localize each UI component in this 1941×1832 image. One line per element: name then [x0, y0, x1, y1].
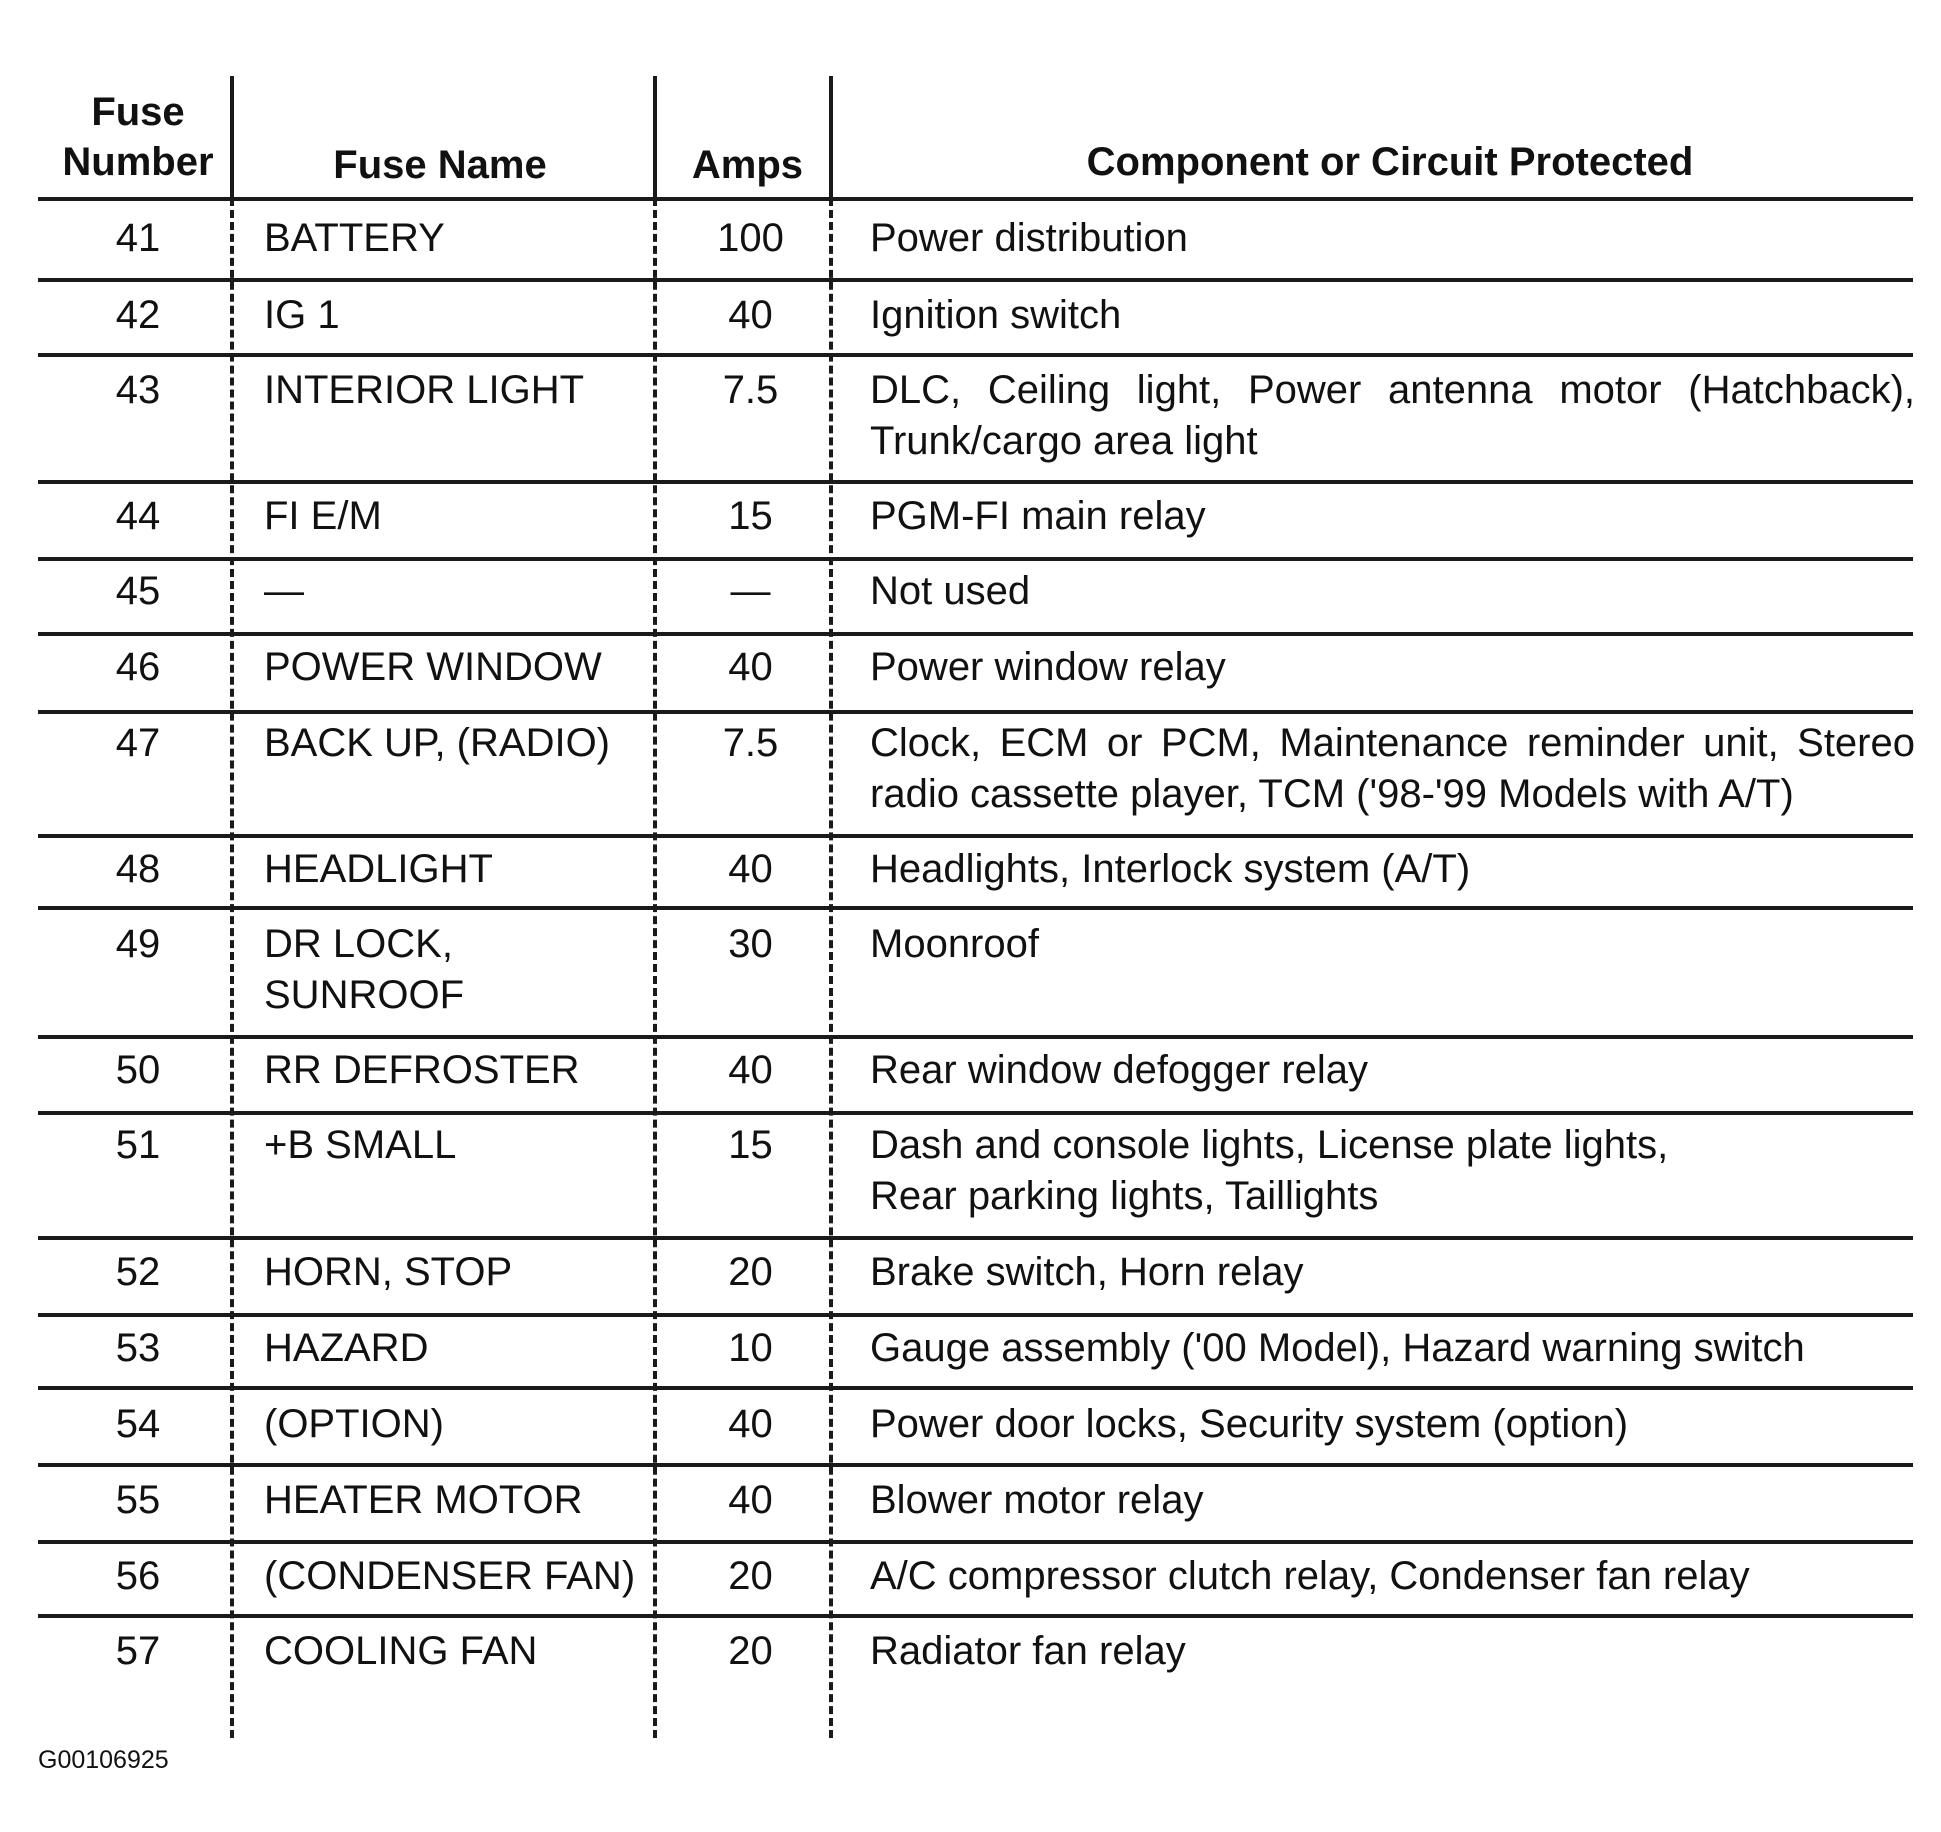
fuse-number-cell: 48: [115, 847, 161, 891]
fuse-number-cell: 44: [115, 494, 161, 538]
column-divider: [653, 76, 657, 198]
fuse-number-cell: 51: [115, 1123, 161, 1167]
component-cell: Headlights, Interlock system (A/T): [870, 847, 1471, 891]
amps-cell: —: [730, 569, 771, 613]
fuse-number-cell: 56: [115, 1554, 161, 1598]
component-cell: Brake switch, Horn relay: [870, 1250, 1304, 1294]
component-cell: DLC, Ceiling light, Power antenna motor (Hatchback), Trunk/cargo area light: [870, 368, 1915, 463]
component-cell: Dash and console lights, License plate lights, Rear parking lights, Taillights: [870, 1123, 1669, 1218]
fuse-name-cell: (OPTION): [264, 1402, 444, 1446]
component-cell: Power door locks, Security system (option): [870, 1402, 1629, 1446]
amps-cell: 40: [728, 645, 773, 689]
fuse-name-cell: HAZARD: [264, 1326, 429, 1370]
fuse-name-cell: DR LOCK, SUNROOF: [264, 922, 464, 1017]
fuse-name-cell: POWER WINDOW: [264, 645, 602, 689]
row-rule: [38, 1386, 1913, 1390]
fuse-number-cell: 55: [115, 1478, 161, 1522]
header-fuse-number: Fuse Number: [62, 90, 214, 184]
amps-cell: 100: [717, 216, 784, 260]
amps-cell: 15: [728, 1123, 773, 1167]
column-divider: [829, 76, 833, 198]
fuse-name-cell: BATTERY: [264, 216, 445, 260]
component-cell: Radiator fan relay: [870, 1629, 1186, 1673]
fuse-name-cell: BACK UP, (RADIO): [264, 721, 610, 765]
fuse-number-cell: 57: [115, 1629, 161, 1673]
amps-cell: 40: [728, 1048, 773, 1092]
component-cell: Power window relay: [870, 645, 1226, 689]
header-amps: Amps: [691, 143, 804, 187]
fuse-number-cell: 53: [115, 1326, 161, 1370]
fuse-number-cell: 54: [115, 1402, 161, 1446]
fuse-name-cell: IG 1: [264, 293, 340, 337]
amps-cell: 40: [728, 1478, 773, 1522]
row-rule: [38, 1463, 1913, 1467]
fuse-name-cell: HEATER MOTOR: [264, 1478, 583, 1522]
row-rule: [38, 278, 1913, 282]
row-rule: [38, 1236, 1913, 1240]
component-cell: Moonroof: [870, 922, 1039, 966]
amps-cell: 40: [728, 1402, 773, 1446]
fuse-name-cell: HORN, STOP: [264, 1250, 513, 1294]
document-id: G00106925: [38, 1746, 169, 1774]
fuse-number-cell: 43: [115, 368, 161, 412]
header-fuse-name: Fuse Name: [333, 143, 547, 187]
row-rule: [38, 906, 1913, 910]
fuse-number-cell: 45: [115, 569, 161, 613]
amps-cell: 20: [728, 1554, 773, 1598]
component-cell: Power distribution: [870, 216, 1188, 260]
component-cell: Gauge assembly ('00 Model), Hazard warning switch: [870, 1326, 1805, 1370]
fuse-name-cell: —: [264, 569, 304, 613]
row-rule: [38, 1614, 1913, 1618]
row-rule: [38, 480, 1913, 484]
amps-cell: 15: [728, 494, 773, 538]
amps-cell: 20: [728, 1629, 773, 1673]
header-component: Component or Circuit Protected: [1086, 140, 1694, 184]
amps-cell: 40: [728, 847, 773, 891]
component-cell: Not used: [870, 569, 1031, 613]
fuse-name-cell: INTERIOR LIGHT: [264, 368, 585, 412]
fuse-name-cell: RR DEFROSTER: [264, 1048, 580, 1092]
amps-cell: 40: [728, 293, 773, 337]
row-rule: [38, 834, 1913, 838]
row-rule: [38, 1111, 1913, 1115]
amps-cell: 7.5: [722, 721, 779, 765]
fuse-name-cell: COOLING FAN: [264, 1629, 538, 1673]
row-rule: [38, 1313, 1913, 1317]
component-cell: PGM-FI main relay: [870, 494, 1206, 538]
fuse-name-cell: +B SMALL: [264, 1123, 457, 1167]
row-rule: [38, 1035, 1913, 1039]
fuse-number-cell: 52: [115, 1250, 161, 1294]
amps-cell: 20: [728, 1250, 773, 1294]
fuse-number-cell: 46: [115, 645, 161, 689]
column-divider: [230, 76, 234, 198]
fuse-number-cell: 49: [115, 922, 161, 966]
amps-cell: 10: [728, 1326, 773, 1370]
fuse-number-cell: 42: [115, 293, 161, 337]
component-cell: Rear window defogger relay: [870, 1048, 1369, 1092]
fuse-number-cell: 50: [115, 1048, 161, 1092]
fuse-name-cell: (CONDENSER FAN): [264, 1554, 636, 1598]
row-rule: [38, 557, 1913, 561]
fuse-number-cell: 41: [115, 216, 161, 260]
component-cell: A/C compressor clutch relay, Condenser fan relay: [870, 1554, 1750, 1598]
component-cell: Ignition switch: [870, 293, 1122, 337]
header-rule: [38, 197, 1913, 201]
amps-cell: 30: [728, 922, 773, 966]
row-rule: [38, 632, 1913, 636]
row-rule: [38, 710, 1913, 714]
component-cell: Clock, ECM or PCM, Maintenance reminder unit, Stereo radio cassette player, TCM ('98-'99 Models with A/T): [870, 721, 1915, 816]
component-cell: Blower motor relay: [870, 1478, 1204, 1522]
amps-cell: 7.5: [722, 368, 779, 412]
row-rule: [38, 1540, 1913, 1544]
row-rule: [38, 353, 1913, 357]
fuse-number-cell: 47: [115, 721, 161, 765]
fuse-name-cell: HEADLIGHT: [264, 847, 493, 891]
fuse-name-cell: FI E/M: [264, 494, 382, 538]
